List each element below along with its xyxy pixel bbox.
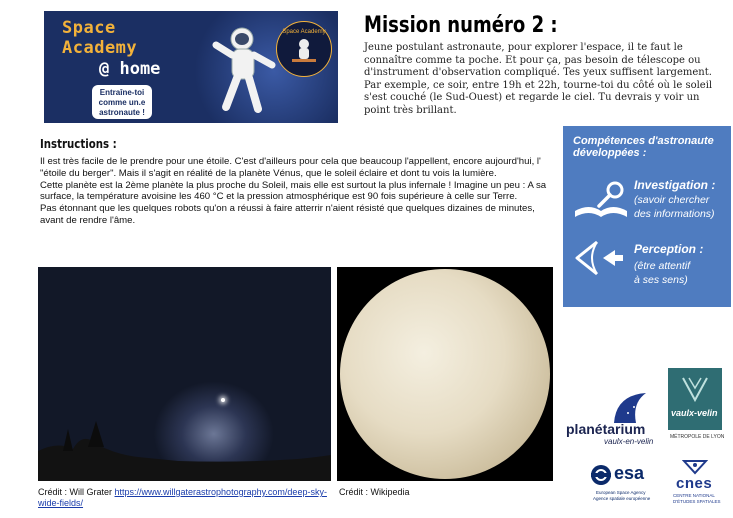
seal-astronaut-icon (289, 35, 319, 65)
skill-investigation-title: Investigation : (634, 178, 716, 192)
venus-point (221, 398, 225, 402)
mission-title: Mission numéro 2 : (364, 13, 558, 38)
skills-heading-line2: développées : (573, 147, 647, 159)
trees-silhouette (38, 411, 331, 481)
vaulx-name: vaulx-velin (671, 408, 718, 418)
esa-sub1: European Space Agency (596, 490, 646, 495)
skill-perception-sub2: à ses sens) (634, 274, 688, 286)
skills-heading-line1: Compétences d'astronaute (573, 135, 714, 147)
planetarium-name: planétarium (566, 421, 646, 437)
esa-logo (590, 458, 656, 506)
vaulx-sub: MÉTROPOLE DE LYON (670, 434, 725, 440)
skills-heading (573, 135, 714, 159)
cnes-name: cnes (676, 475, 713, 492)
banner-bubble: Entraîne-toi comme un.e astronaute ! (92, 85, 152, 119)
esa-emblem-icon (590, 464, 612, 486)
credit-left-prefix: Crédit : Will Grater (38, 487, 115, 497)
planetarium-logo (566, 391, 658, 447)
vaulx-block (668, 368, 722, 430)
banner-line2: Academy (62, 38, 138, 58)
planetarium-globe-icon (610, 391, 656, 425)
cnes-sub1: CENTRE NATIONAL (673, 493, 715, 498)
esa-sub2: Agence spatiale européenne (593, 496, 651, 501)
banner-line1: Space (62, 18, 116, 38)
venus-photo (337, 267, 553, 481)
cnes-logo (670, 457, 720, 507)
book-magnifier-icon (571, 181, 631, 221)
skill-perception-sub1: (être attentif (634, 260, 691, 272)
skill-investigation-sub2: des informations) (634, 208, 715, 220)
cnes-sub2: D'ÉTUDES SPATIALES (673, 499, 721, 504)
instructions-title: Instructions : (40, 137, 117, 151)
instructions-paragraph-2: Cette planète est la 2ème planète la plus proche du Soleil, mais elle est surtout la plus infernale ! Imagine un peu : A sa surface, la température avoisine les 460 °C et la pression atmosphérique est 90 fois supérieure à celle sur Terre. (40, 179, 547, 203)
instructions-paragraph-1: Il est très facile de le prendre pour une étoile. C'est d'ailleurs pour cela que beaucoup l'appellent, encore aujourd'hui, l' "étoile du berger". Mais il s'agit en réalité de la planète Vénus, que le soleil éclaire et dont tu vois la lumière. (40, 156, 541, 179)
night-sky-photo (38, 267, 331, 481)
skill-investigation-sub1: (savoir chercher (634, 194, 710, 206)
credit-left (38, 487, 328, 509)
credit-link[interactable]: https://www.willgaterastrophotography.com/deep-sky-wide-fields/ (38, 487, 327, 508)
astronaut-icon (212, 21, 282, 121)
cnes-emblem-icon (682, 457, 708, 477)
space-academy-banner (44, 11, 338, 123)
esa-name: esa (614, 463, 645, 483)
eye-icon (573, 238, 625, 278)
vaulx-velin-logo (668, 368, 725, 448)
vaulx-emblem-icon (679, 374, 711, 404)
mission-text: Jeune postulant astronaute, pour explorer l'espace, il te faut le connaître comme ta poche. Et pour ça, pas besoin de télescope ou d'instrument d'observation compliqué. Tes yeux suffisent largement. Par exemple, ce soir, entre 19h et 22h, tourne-toi du côté où le soleil s'est couché (le Sud-Ouest) et regarde le ciel. Tu devrais y voir un point très brillant. (364, 42, 713, 116)
instructions-paragraph-3: Pas étonnant que les quelques robots qu'on a réussi à faire atterrir n'aient résisté que quelques dizaines de minutes, avant de rendre l'âme. (40, 203, 535, 226)
skill-perception-title: Perception : (634, 242, 704, 256)
banner-line3: @ home (99, 59, 161, 79)
seal-label: Space Academy (282, 29, 326, 35)
skills-panel (563, 126, 731, 307)
instructions-body (40, 156, 552, 227)
space-academy-seal (276, 21, 332, 77)
planetarium-sub: vaulx-en-velin (604, 437, 654, 446)
venus-planet (340, 269, 550, 479)
credit-right: Crédit : Wikipedia (339, 487, 410, 497)
